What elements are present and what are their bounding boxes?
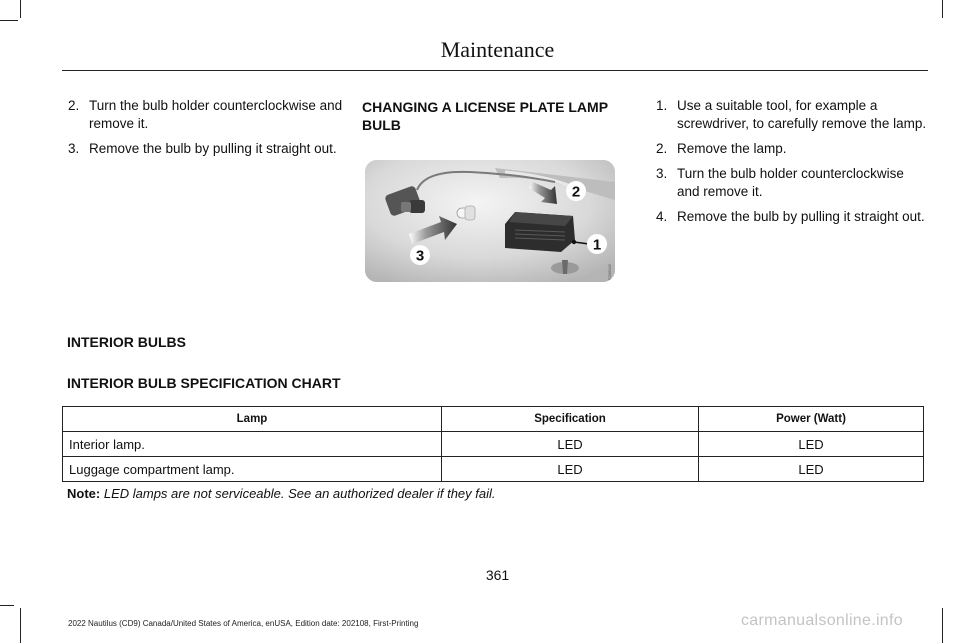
license-plate-heading: CHANGING A LICENSE PLATE LAMP BULB: [362, 99, 608, 133]
table-cell-power: LED: [699, 432, 924, 457]
license-lamp-illustration: [365, 160, 615, 282]
step-number: 1.: [656, 98, 668, 113]
watermark-text: carmanualsonline.info: [741, 612, 903, 629]
step-text: Remove the bulb by pulling it straight out.: [677, 209, 925, 224]
note-label: Note:: [67, 486, 101, 501]
step-text: Remove the lamp.: [677, 141, 787, 156]
callout-2: 2: [571, 183, 581, 201]
list-item: [656, 208, 928, 226]
step-number: 3.: [68, 141, 80, 156]
list-item: [68, 97, 346, 133]
step-text: Turn the bulb holder counterclockwise and remove it.: [677, 166, 904, 199]
step-number: 3.: [656, 166, 668, 181]
crop-mark: [20, 608, 21, 643]
crop-mark: [942, 0, 943, 18]
crop-mark: [0, 20, 18, 21]
step-number: 4.: [656, 209, 668, 224]
table-cell-specification: LED: [442, 432, 699, 457]
step-number: 2.: [68, 98, 80, 113]
spec-chart-heading: INTERIOR BULB SPECIFICATION CHART: [67, 375, 341, 391]
crop-mark: [942, 608, 943, 643]
step-number: 2.: [656, 141, 668, 156]
page-number: 361: [485, 567, 510, 583]
step-text: Use a suitable tool, for example a screwdriver, to carefully remove the lamp.: [677, 98, 927, 131]
interior-bulbs-heading: INTERIOR BULBS: [67, 334, 186, 350]
edition-footer: 2022 Nautilus (CD9) Canada/United States of America, enUSA, Edition date: 202108, First-Printing: [68, 619, 419, 628]
callout-1: 1: [592, 236, 602, 254]
table-row: [63, 457, 924, 482]
step-text: Turn the bulb holder counterclockwise and remove it.: [89, 98, 343, 131]
list-item: [656, 97, 928, 133]
list-item: [656, 165, 928, 201]
crop-mark: [0, 605, 14, 606]
table-header-row: [63, 407, 924, 432]
step-text: Remove the bulb by pulling it straight out.: [89, 141, 337, 156]
note-paragraph: [67, 486, 496, 501]
page-header-title: Maintenance: [440, 37, 555, 62]
crop-mark: [20, 0, 21, 18]
callout-3: 3: [415, 247, 425, 265]
note-text: LED lamps are not serviceable. See an authorized dealer if they fail.: [103, 486, 496, 501]
header-divider: [62, 70, 928, 71]
column-header-specification: Specification: [442, 407, 699, 432]
bulb-spec-table: [62, 406, 924, 482]
left-steps-list: [68, 97, 346, 165]
figure-code: E306942: [607, 263, 612, 281]
list-item: [68, 140, 346, 158]
column-header-lamp: Lamp: [63, 407, 442, 432]
table-cell-power: LED: [699, 457, 924, 482]
column-header-power: Power (Watt): [699, 407, 924, 432]
table-cell-lamp: Interior lamp.: [63, 432, 442, 457]
table-cell-lamp: Luggage compartment lamp.: [63, 457, 442, 482]
table-row: [63, 432, 924, 457]
table-cell-specification: LED: [442, 457, 699, 482]
list-item: [656, 140, 928, 158]
right-steps-list: [656, 97, 928, 233]
illustration-svg: [365, 160, 615, 282]
